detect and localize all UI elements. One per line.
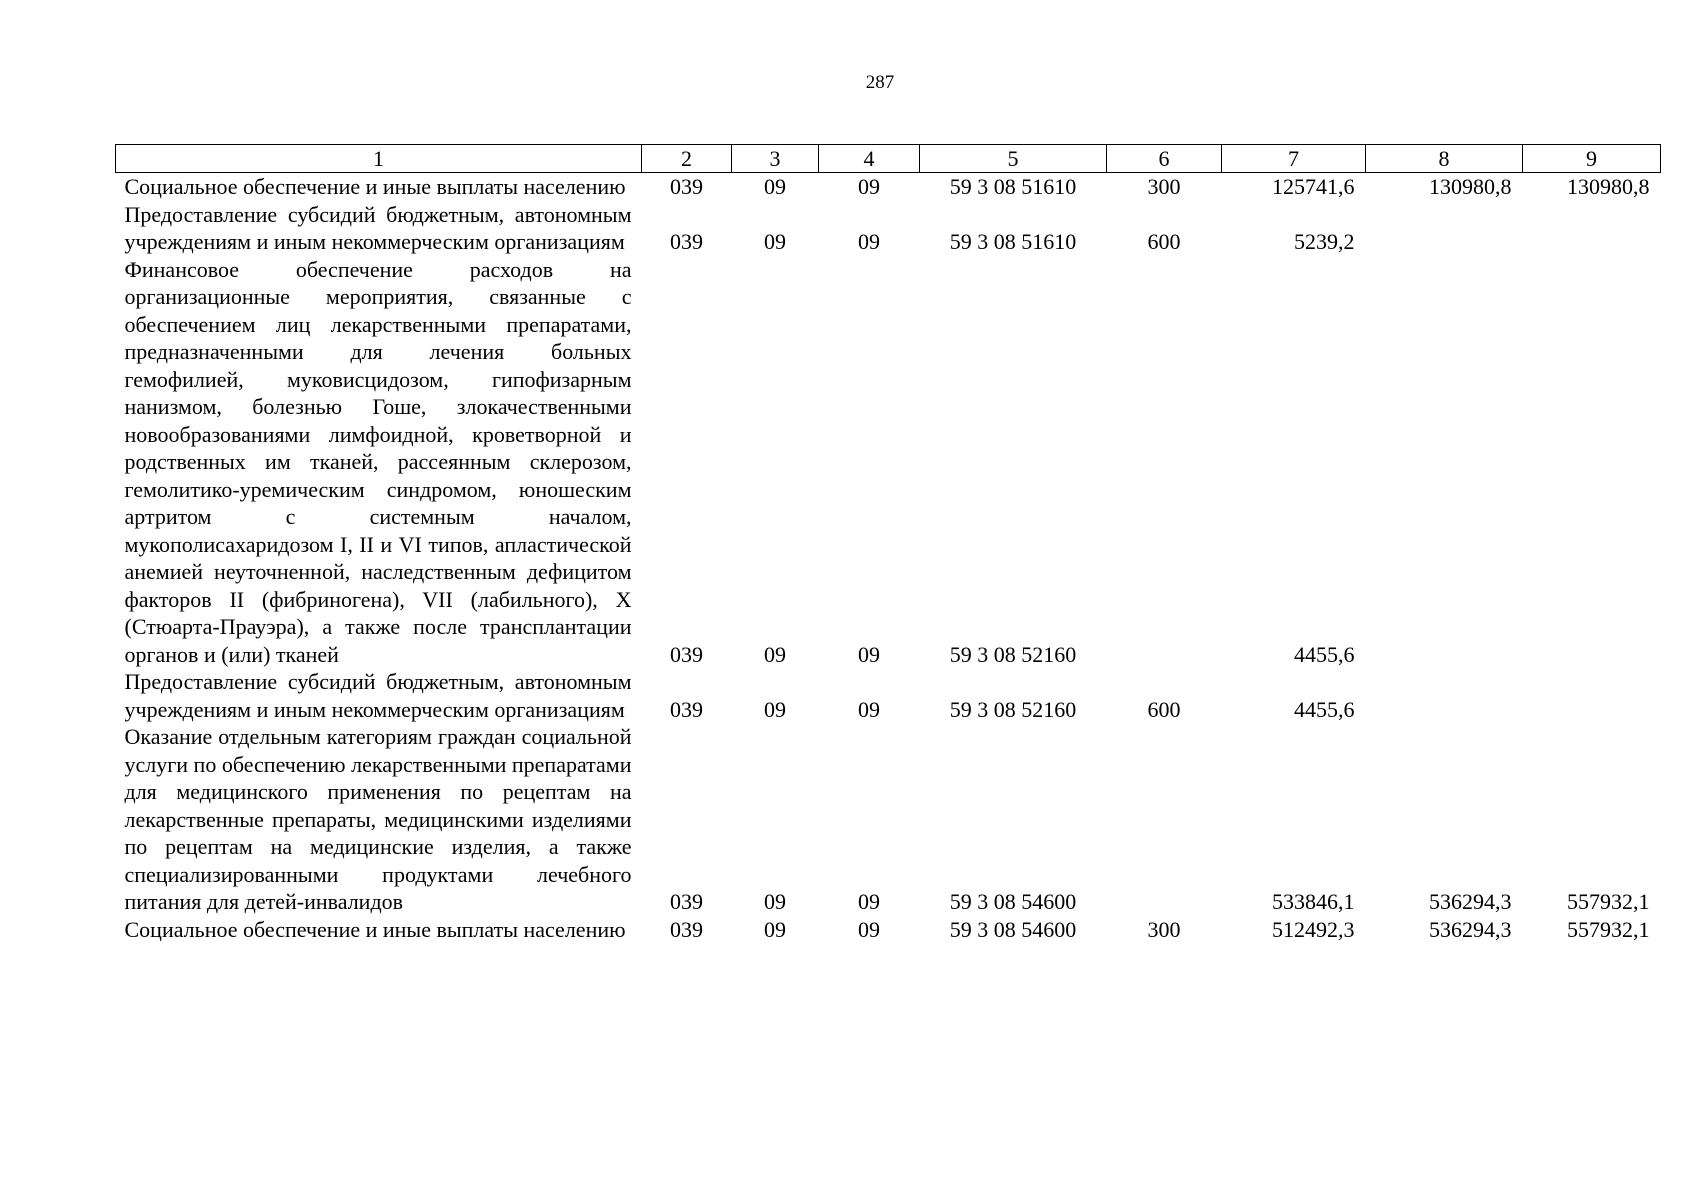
cell-subsection: 09 <box>858 174 880 199</box>
cell-section: 09 <box>764 229 786 254</box>
cell-amount-col8 <box>1366 201 1523 256</box>
cell-subsection: 09 <box>858 889 880 914</box>
column-header-1: 1 <box>116 145 642 173</box>
cell-amount-col7: 5239,2 <box>1294 229 1355 254</box>
cell-amount-col8: 536294,3 <box>1429 916 1512 942</box>
header-row <box>116 145 1661 173</box>
row-description: Социальное обеспечение и иные выплаты населению <box>124 916 626 942</box>
cell-ministry-code: 039 <box>670 174 703 199</box>
column-header-5: 5 <box>920 145 1107 173</box>
cell-expense-type: 300 <box>1147 916 1181 942</box>
cell-amount-col8 <box>1366 256 1523 669</box>
cell-amount-col9: 557932,1 <box>1567 889 1650 914</box>
cell-section: 09 <box>764 174 786 199</box>
cell-amount-col7: 533846,1 <box>1272 889 1355 914</box>
cell-section: 09 <box>764 696 786 722</box>
cell-target-article: 59 3 08 54600 <box>949 889 1077 914</box>
cell-subsection: 09 <box>858 916 880 942</box>
row-description: Социальное обеспечение и иные выплаты населению <box>124 174 626 199</box>
cell-target-article: 59 3 08 52160 <box>949 696 1077 722</box>
cell-ministry-code: 039 <box>670 916 703 942</box>
table-row <box>116 173 1661 201</box>
cell-amount-col9: 130980,8 <box>1567 174 1650 199</box>
cell-amount-col7: 4455,6 <box>1294 641 1355 667</box>
cell-ministry-code: 039 <box>670 696 703 722</box>
row-description: Финансовое обеспечение расходов на организационные мероприятия, связанные с обеспечением лиц лекарственными препаратами, предназначенными для лечения больных гемофилией, муковисцидозом, гипофизарным нанизмом, болезнью Гоше, злокачественными новообразованиями лимфоидной, кроветворной и родственных им тканей, рассеянным склерозом, гемолитико-уремическим синдромом, юношеским артритом с системным началом, мукополисахаридозом I, II и VI типов, апластической анемией неуточненной, наследственным дефицитом факторов II (фибриногена), VII (лабильного), X (Стюарта-Прауэра), а также после трансплантации органов и (или) тканей <box>124 256 632 667</box>
cell-amount-col8 <box>1366 668 1523 723</box>
column-header-8: 8 <box>1366 145 1523 173</box>
row-description: Предоставление субсидий бюджетным, автономным учреждениям и иным некоммерческим организациям <box>124 669 632 722</box>
cell-amount-col7: 125741,6 <box>1272 174 1355 199</box>
cell-expense-type <box>1107 256 1222 669</box>
cell-amount-col9: 557932,1 <box>1567 916 1650 942</box>
cell-target-article: 59 3 08 54600 <box>949 916 1077 942</box>
page-number: 287 <box>865 72 895 93</box>
cell-amount-col9 <box>1523 668 1661 723</box>
column-header-9: 9 <box>1523 145 1661 173</box>
column-header-6: 6 <box>1107 145 1222 173</box>
cell-target-article: 59 3 08 51610 <box>949 174 1077 199</box>
cell-expense-type: 600 <box>1147 696 1181 722</box>
cell-target-article: 59 3 08 52160 <box>949 641 1077 667</box>
cell-subsection: 09 <box>858 696 880 722</box>
cell-amount-col8: 536294,3 <box>1429 889 1512 914</box>
cell-section: 09 <box>764 641 786 667</box>
column-header-7: 7 <box>1222 145 1366 173</box>
cell-subsection: 09 <box>858 641 880 667</box>
cell-expense-type: 300 <box>1147 174 1181 199</box>
row-description: Предоставление субсидий бюджетным, автономным учреждениям и иным некоммерческим организациям <box>124 201 632 254</box>
cell-amount-col9 <box>1523 201 1661 256</box>
table-row <box>116 723 1661 916</box>
cell-section: 09 <box>764 889 786 914</box>
cell-amount-col9 <box>1523 256 1661 669</box>
cell-expense-type: 600 <box>1147 229 1181 254</box>
cell-ministry-code: 039 <box>670 889 703 914</box>
table-row <box>116 256 1661 669</box>
table-row <box>116 916 1661 944</box>
cell-ministry-code: 039 <box>670 641 703 667</box>
cell-expense-type <box>1107 723 1222 916</box>
row-description: Оказание отдельным категориям граждан социальной услуги по обеспечению лекарственными препаратами для медицинского применения по рецептам на лекарственные препараты, медицинскими изделиями по рецептам на медицинские изделия, а также специализированными продуктами лечебного питания для детей-инвалидов <box>124 724 632 914</box>
cell-ministry-code: 039 <box>670 229 703 254</box>
cell-amount-col8: 130980,8 <box>1429 174 1512 199</box>
table-row <box>116 201 1661 256</box>
cell-subsection: 09 <box>858 229 880 254</box>
budget-table <box>115 144 1661 943</box>
column-header-3: 3 <box>732 145 819 173</box>
column-header-4: 4 <box>819 145 920 173</box>
cell-amount-col7: 4455,6 <box>1294 696 1355 722</box>
cell-target-article: 59 3 08 51610 <box>949 229 1077 254</box>
column-header-2: 2 <box>642 145 732 173</box>
cell-section: 09 <box>764 916 786 942</box>
cell-amount-col7: 512492,3 <box>1272 916 1355 942</box>
table-row <box>116 668 1661 723</box>
